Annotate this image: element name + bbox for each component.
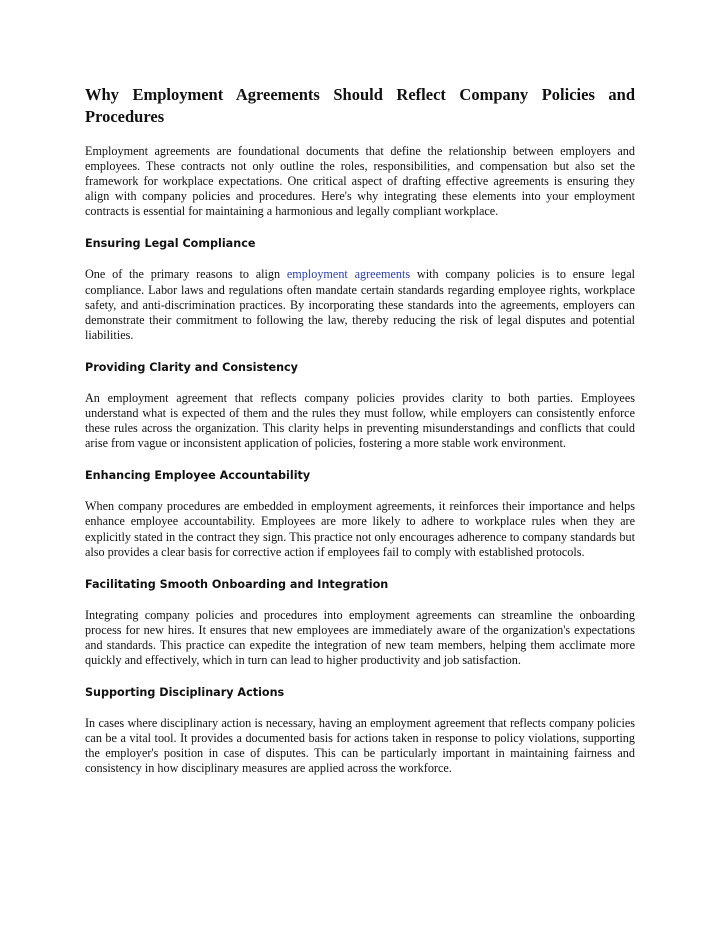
- document-page: [85, 84, 635, 776]
- section-paragraph-legal-compliance: [85, 267, 635, 342]
- document-title: Why Employment Agreements Should Reflect Company Policies and Procedures: [85, 85, 635, 126]
- section-heading-disciplinary: Supporting Disciplinary Actions: [85, 686, 285, 700]
- section-paragraph-clarity: An employment agreement that reflects company policies provides clarity to both parties. Employees understand what is expected of them and the rules they must follow, while employers can consistently enforce these rules across the organization. This clarity helps in preventing misunderstandings and conflicts that could arise from vague or inconsistent application of policies, fostering a more stable work environment.: [85, 390, 635, 451]
- paragraph-text: with company policies is to ensure legal compliance. Labor laws and regulations often mandate certain standards regarding employee rights, workplace safety, and anti-discrimination practices. By incorporating these standards into the agreements, employers can demonstrate their commitment to following the law, thereby reducing the risk of legal disputes and potential liabilities.: [85, 267, 635, 342]
- intro-paragraph: Employment agreements are foundational documents that define the relationship between employers and employees. These contracts not only outline the roles, responsibilities, and compensation but also set the framework for workplace expectations. One critical aspect of drafting effective agreements is ensuring they align with company policies and procedures. Here's why integrating these elements into your employment contracts is essential for maintaining a harmonious and legally compliant workplace.: [85, 144, 635, 219]
- paragraph-text: One of the primary reasons to align: [85, 267, 287, 282]
- section-paragraph-onboarding: Integrating company policies and procedures into employment agreements can streamline the onboarding process for new hires. It ensures that new employees are immediately aware of the organization's expectations and standards. This practice can expedite the integration of new team members, helping them acclimate more quickly and effectively, which in turn can lead to higher productivity and job satisfaction.: [85, 607, 635, 667]
- section-heading-accountability: Enhancing Employee Accountability: [85, 469, 311, 483]
- section-paragraph-disciplinary: In cases where disciplinary action is necessary, having an employment agreement that reflects company policies can be a vital tool. It provides a documented basis for actions taken in response to policy violations, supporting the employer's position in case of disputes. This can be particularly important in maintaining fairness and consistency in how disciplinary measures are applied across the workforce.: [85, 716, 635, 776]
- section-heading-onboarding: Facilitating Smooth Onboarding and Integration: [85, 577, 389, 591]
- employment-agreements-link[interactable]: employment agreements: [286, 267, 411, 282]
- section-paragraph-accountability: When company procedures are embedded in employment agreements, it reinforces their importance and helps enhance employee accountability. Employees are more likely to adhere to workplace rules when they are explicitly stated in the contract they sign. This practice not only encourages adherence to company standards but also provides a clear basis for corrective action if employees fail to comply with established protocols.: [85, 499, 635, 559]
- section-heading-clarity: Providing Clarity and Consistency: [85, 360, 298, 374]
- section-heading-legal-compliance: Ensuring Legal Compliance: [85, 237, 256, 251]
